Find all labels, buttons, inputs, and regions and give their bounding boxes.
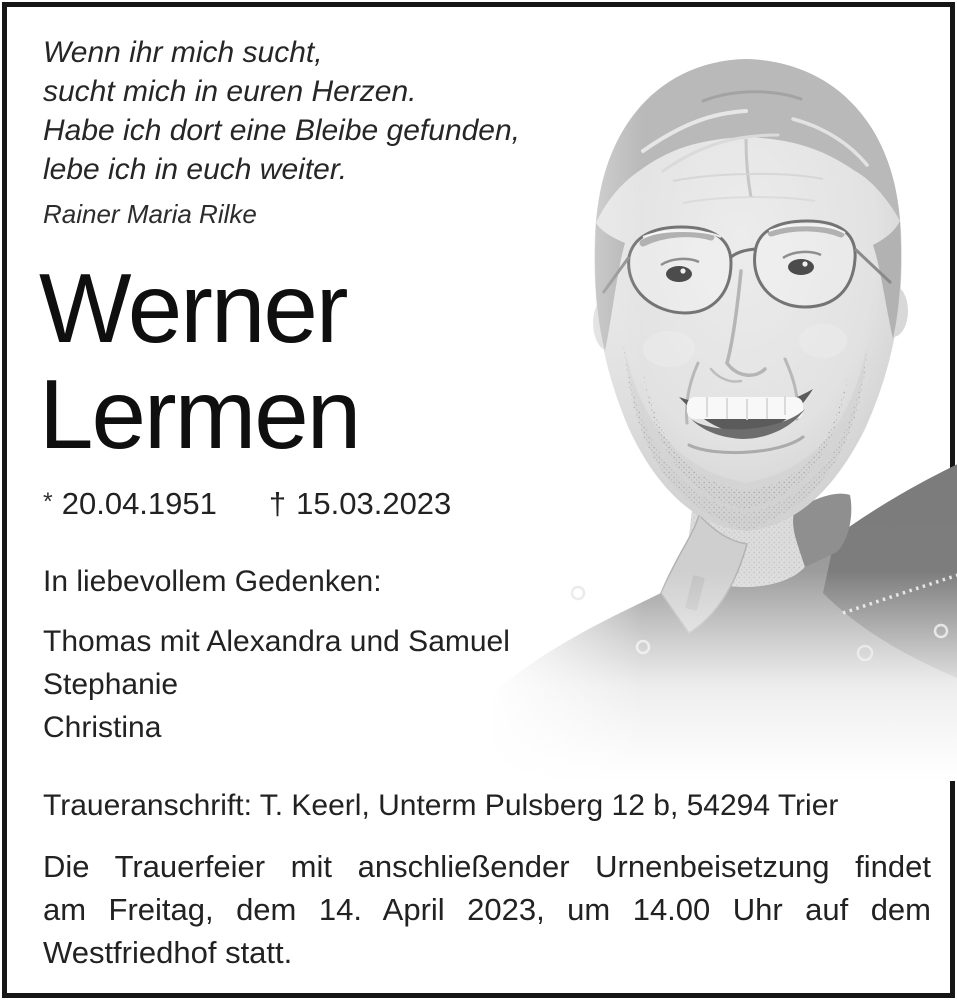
life-dates xyxy=(43,486,451,522)
poem-line: Habe ich dort eine Bleibe gefunden, xyxy=(43,114,521,147)
deceased-name xyxy=(39,255,559,467)
poem-line: lebe ich in euch weiter. xyxy=(43,153,348,186)
mourner-line: Stephanie xyxy=(43,668,179,701)
death-symbol-cross: † xyxy=(268,486,287,521)
birth-date: 20.04.1951 xyxy=(61,486,217,521)
mourners-list xyxy=(43,620,510,749)
deceased-last-name: Lermen xyxy=(39,359,360,469)
poem-line: Wenn ihr mich sucht, xyxy=(43,36,323,69)
birth-date-group xyxy=(43,486,217,521)
funeral-line: Westfriedhof statt. xyxy=(43,935,293,970)
mourner-line: Christina xyxy=(43,711,162,744)
funeral-line: am Freitag, dem 14. April 2023, um 14.00 Uhr auf dem xyxy=(43,892,931,927)
mourner-line: Thomas mit Alexandra und Samuel xyxy=(43,625,510,658)
funeral-line: Die Trauerfeier mit anschließender Urnenbeisetzung findet xyxy=(43,849,931,884)
mourning-address: Traueranschrift: T. Keerl, Unterm Pulsberg 12 b, 54294 Trier xyxy=(43,789,839,822)
poem-line: sucht mich in euren Herzen. xyxy=(43,75,417,108)
death-date-group xyxy=(269,486,451,521)
poem-quote xyxy=(43,33,603,189)
obituary-notice-frame xyxy=(2,2,955,998)
deceased-first-name: Werner xyxy=(39,253,347,363)
birth-symbol-star: * xyxy=(43,488,53,516)
memorial-intro: In liebevollem Gedenken: xyxy=(43,565,382,598)
death-date: 15.03.2023 xyxy=(296,486,452,521)
poem-attribution: Rainer Maria Rilke xyxy=(43,199,257,229)
funeral-announcement xyxy=(43,845,931,974)
